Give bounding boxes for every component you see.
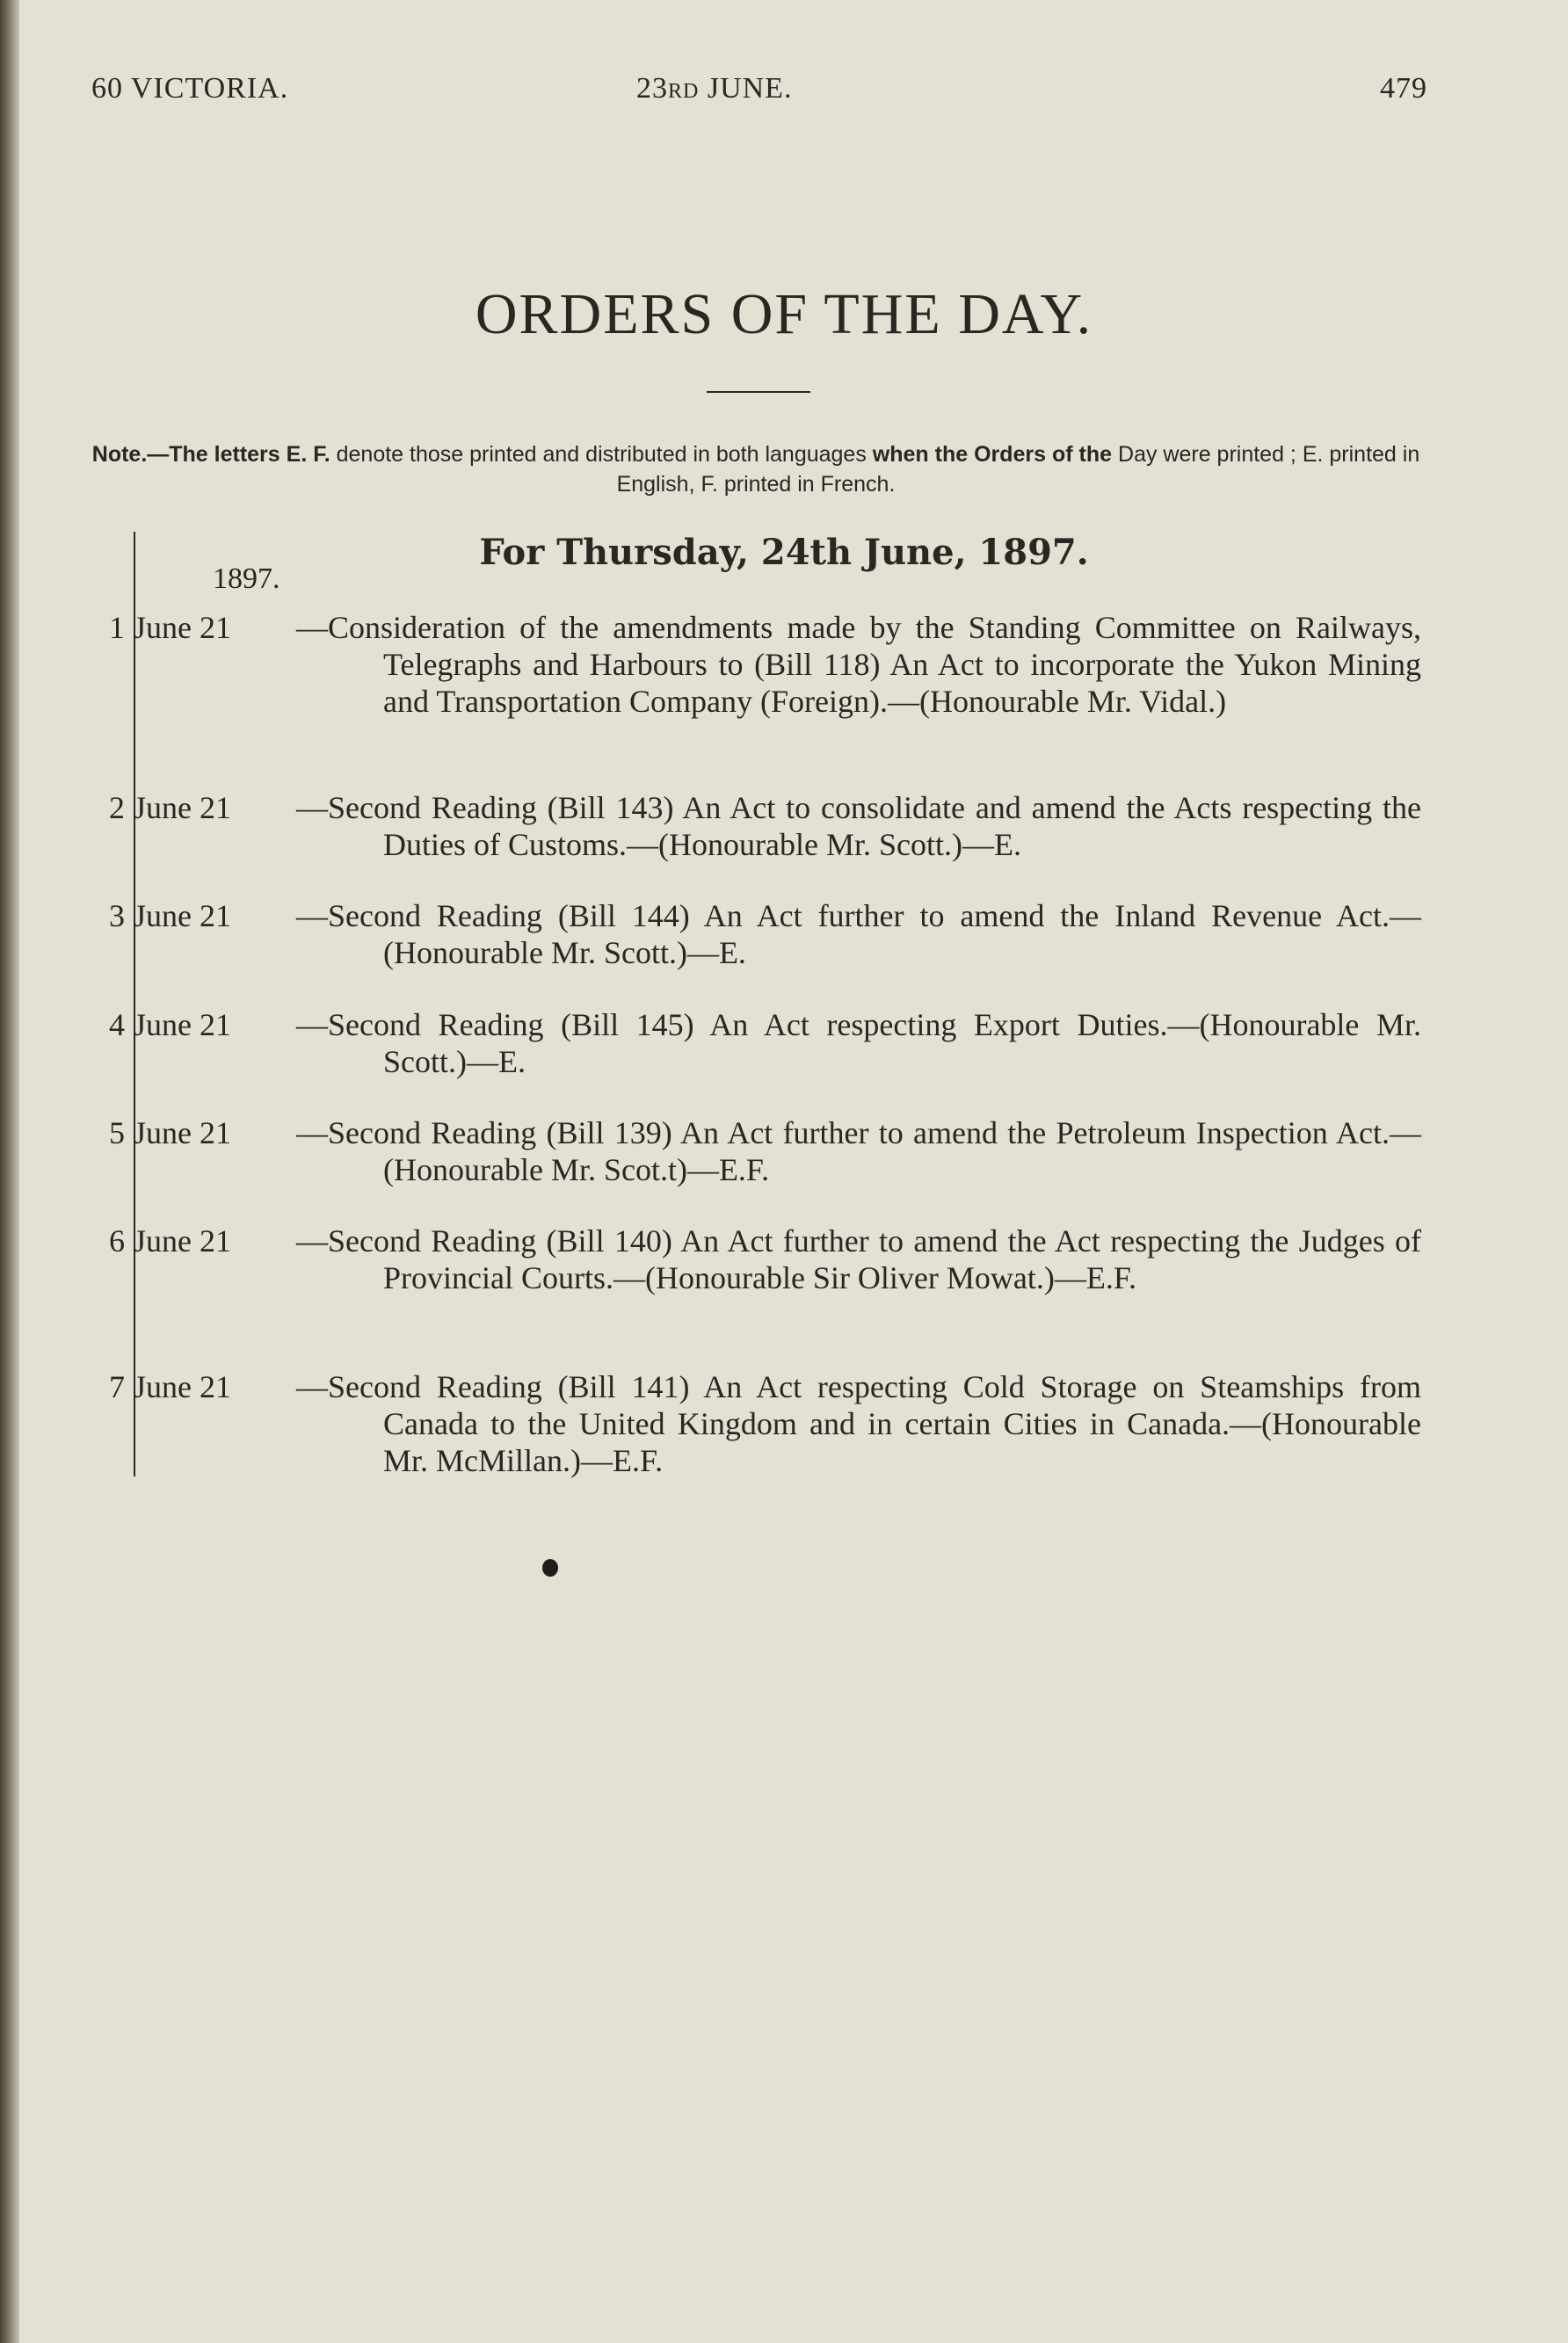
header-date: 23RD JUNE. (636, 72, 793, 105)
margin-rule (134, 532, 135, 1476)
item-text: —Second Reading (Bill 143) An Act to consolidate and amend the Acts respecting the Duties of Customs.—(Honourable Mr. Scott.)—E. (296, 790, 1421, 862)
page-number: 479 (1380, 72, 1427, 105)
item-date: June 21 (134, 610, 231, 645)
section-heading: For Thursday, 24th June, 1897. (479, 532, 1089, 573)
item-number: 4 (109, 1007, 125, 1042)
page-title: ORDERS OF THE DAY. (475, 282, 1093, 346)
note-label: Note. (91, 442, 148, 467)
item-text: —Second Reading (Bill 139) An Act further to amend the Petroleum Inspection Act.—(Honourable Mr. Scot.t)—E.F. (296, 1115, 1421, 1187)
book-spine-shadow (0, 0, 19, 2343)
item-number: 6 (109, 1223, 125, 1259)
item-text: —Consideration of the amendments made by the Standing Committee on Railways, Telegraphs and Harbours to (Bill 118) An Act to incorporate the Yukon Mining and Transportation Company (Foreign).—(Honourable Mr. Vidal.) (296, 610, 1421, 719)
item-text: —Second Reading (Bill 144) An Act further to amend the Inland Revenue Act.—(Honourable Mr. Scott.)—E. (296, 898, 1421, 970)
item-number: 3 (109, 898, 125, 933)
item-date: June 21 (134, 1007, 231, 1042)
running-header (91, 72, 1427, 116)
item-date: June 21 (134, 1369, 231, 1404)
item-text: —Second Reading (Bill 140) An Act further to amend the Act respecting the Judges of Provincial Courts.—(Honourable Sir Oliver Mowat.)—E.F. (296, 1223, 1421, 1295)
item-number: 7 (109, 1369, 125, 1404)
item-number: 1 (109, 610, 125, 645)
item-number: 5 (109, 1115, 125, 1150)
item-date: June 21 (134, 790, 231, 825)
item-date: June 21 (134, 1223, 231, 1259)
item-text: —Second Reading (Bill 141) An Act respecting Cold Storage on Steamships from Canada to the United Kingdom and in certain Cities in Canada.—(Honourable Mr. McMillan.)—E.F. (296, 1369, 1421, 1478)
item-text: —Second Reading (Bill 145) An Act respecting Export Duties.—(Honourable Mr. Scott.)—E. (296, 1007, 1421, 1079)
ink-blot (542, 1559, 558, 1577)
year-label: 1897. (213, 562, 280, 595)
header-volume: 60 VICTORIA. (91, 72, 289, 105)
title-rule (707, 391, 810, 393)
note-paragraph: Note.—The letters E. F. denote those printed and distributed in both languages when the Orders of the Day were printed ; E. printed in English, F. printed in French. (91, 442, 1420, 497)
item-date: June 21 (134, 898, 231, 933)
item-date: June 21 (134, 1115, 231, 1150)
item-number: 2 (109, 790, 125, 825)
